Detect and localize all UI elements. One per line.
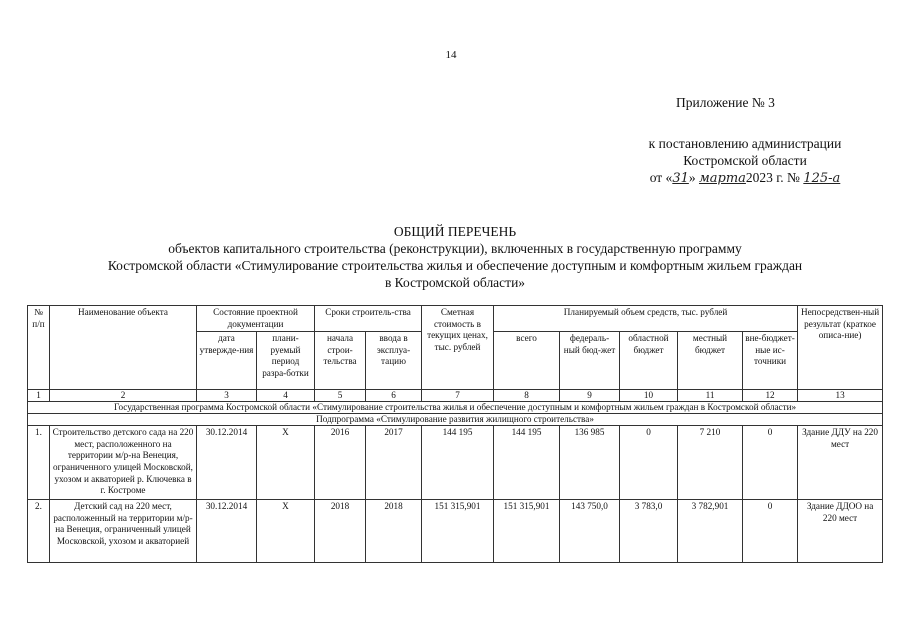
decree-date <box>600 169 890 187</box>
decree-line-2: Костромской области <box>683 153 807 168</box>
row-local: 3 782,901 <box>678 500 743 563</box>
column-number: 5 <box>315 390 366 402</box>
row-federal: 143 750,0 <box>560 500 620 563</box>
column-number: 9 <box>560 390 620 402</box>
header-terms-start: начала строи-тельства <box>315 332 366 390</box>
header-funds: Планируемый объем средств, тыс. рублей <box>494 306 798 332</box>
row-planned: Х <box>257 500 315 563</box>
header-num: № п/п <box>28 306 50 390</box>
header-funds-total: всего <box>494 332 560 390</box>
column-number: 1 <box>28 390 50 402</box>
header-row-1 <box>28 306 883 332</box>
row-approved: 30.12.2014 <box>197 426 257 500</box>
row-commission: 2017 <box>366 426 422 500</box>
title-line-2: объектов капитального строительства (реконструкции), включенных в государственную программу <box>168 241 742 256</box>
title-line-1: ОБЩИЙ ПЕРЕЧЕНЬ <box>393 224 517 239</box>
header-name: Наименование объекта <box>50 306 197 390</box>
column-number: 12 <box>743 390 798 402</box>
row-regional: 0 <box>620 426 678 500</box>
row-result: Здание ДДУ на 220 мест <box>798 426 883 500</box>
header-docs: Состояние проектной документации <box>197 306 315 332</box>
column-number: 3 <box>197 390 257 402</box>
column-number: 4 <box>257 390 315 402</box>
header-terms-commission: ввода в эксплуа-тацию <box>366 332 422 390</box>
table-row <box>28 426 883 500</box>
row-approved: 30.12.2014 <box>197 500 257 563</box>
column-numbers-row <box>28 390 883 402</box>
row-num: 2. <box>28 500 50 563</box>
row-total: 144 195 <box>494 426 560 500</box>
title-line-3: Костромской области «Стимулирование строительства жилья и обеспечение доступным и комфортным жильем граждан <box>107 258 803 273</box>
column-number: 10 <box>620 390 678 402</box>
row-name: Детский сад на 220 мест, расположенный на территории м/р-на Венеция, ограниченный улицей Московской, ухозом и акваторией <box>50 500 197 563</box>
row-start: 2016 <box>315 426 366 500</box>
row-regional: 3 783,0 <box>620 500 678 563</box>
decree-line-1: к постановлению администрации <box>648 136 842 151</box>
header-funds-local: местный бюджет <box>678 332 743 390</box>
header-funds-offbudget: вне-бюджет-ные ис-точники <box>743 332 798 390</box>
row-name: Строительство детского сада на 220 мест, расположенного на территории м/р-на Венеция, ограниченного улицей Московской, ухозом и акваторией р. Ключевка в г. Костроме <box>50 426 197 500</box>
column-number: 6 <box>366 390 422 402</box>
row-local: 7 210 <box>678 426 743 500</box>
row-result: Здание ДДОО на 220 мест <box>798 500 883 563</box>
header-funds-regional: областной бюджет <box>620 332 678 390</box>
row-offbudget: 0 <box>743 500 798 563</box>
row-offbudget: 0 <box>743 426 798 500</box>
column-number: 11 <box>678 390 743 402</box>
subprogram-row <box>28 414 883 426</box>
row-total: 151 315,901 <box>494 500 560 563</box>
decree-day: 31 <box>672 171 689 186</box>
program-row <box>28 402 883 414</box>
column-number: 7 <box>422 390 494 402</box>
header-terms: Сроки строитель-ства <box>315 306 422 332</box>
header-cost: Сметная стоимость в текущих ценах, тыс. рублей <box>422 306 494 390</box>
row-start: 2018 <box>315 500 366 563</box>
decree-block <box>600 135 890 187</box>
row-num: 1. <box>28 426 50 500</box>
decree-number: 125-а <box>803 171 841 186</box>
header-docs-approved: дата утвержде-ния <box>197 332 257 390</box>
subprogram-title: Подпрограмма «Стимулирование развития жилищного строительства» <box>28 414 883 426</box>
table-row <box>28 500 883 563</box>
row-federal: 136 985 <box>560 426 620 500</box>
header-docs-planned: плани-руемый период разра-ботки <box>257 332 315 390</box>
row-commission: 2018 <box>366 500 422 563</box>
decree-month: марта <box>698 171 746 186</box>
decree-year: 2023 г. № <box>745 170 800 185</box>
header-funds-federal: федераль-ный бюд-жет <box>560 332 620 390</box>
row-cost: 151 315,901 <box>422 500 494 563</box>
row-cost: 144 195 <box>422 426 494 500</box>
decree-date-prefix: от « <box>649 170 673 185</box>
title-line-4: в Костромской области» <box>384 275 526 290</box>
objects-table <box>27 305 883 563</box>
page-number: 14 <box>445 49 457 61</box>
column-number: 8 <box>494 390 560 402</box>
header-result: Непосредствен-ный результат (краткое описа-ние) <box>798 306 883 390</box>
column-number: 13 <box>798 390 883 402</box>
row-planned: Х <box>257 426 315 500</box>
column-number: 2 <box>50 390 197 402</box>
decree-date-mid: » <box>688 170 696 185</box>
appendix-label: Приложение № 3 <box>676 95 775 110</box>
program-title: Государственная программа Костромской области «Стимулирование строительства жилья и обеспечение доступным и комфортным жильем граждан в Костромской области» <box>28 402 883 414</box>
document-title <box>40 223 870 291</box>
